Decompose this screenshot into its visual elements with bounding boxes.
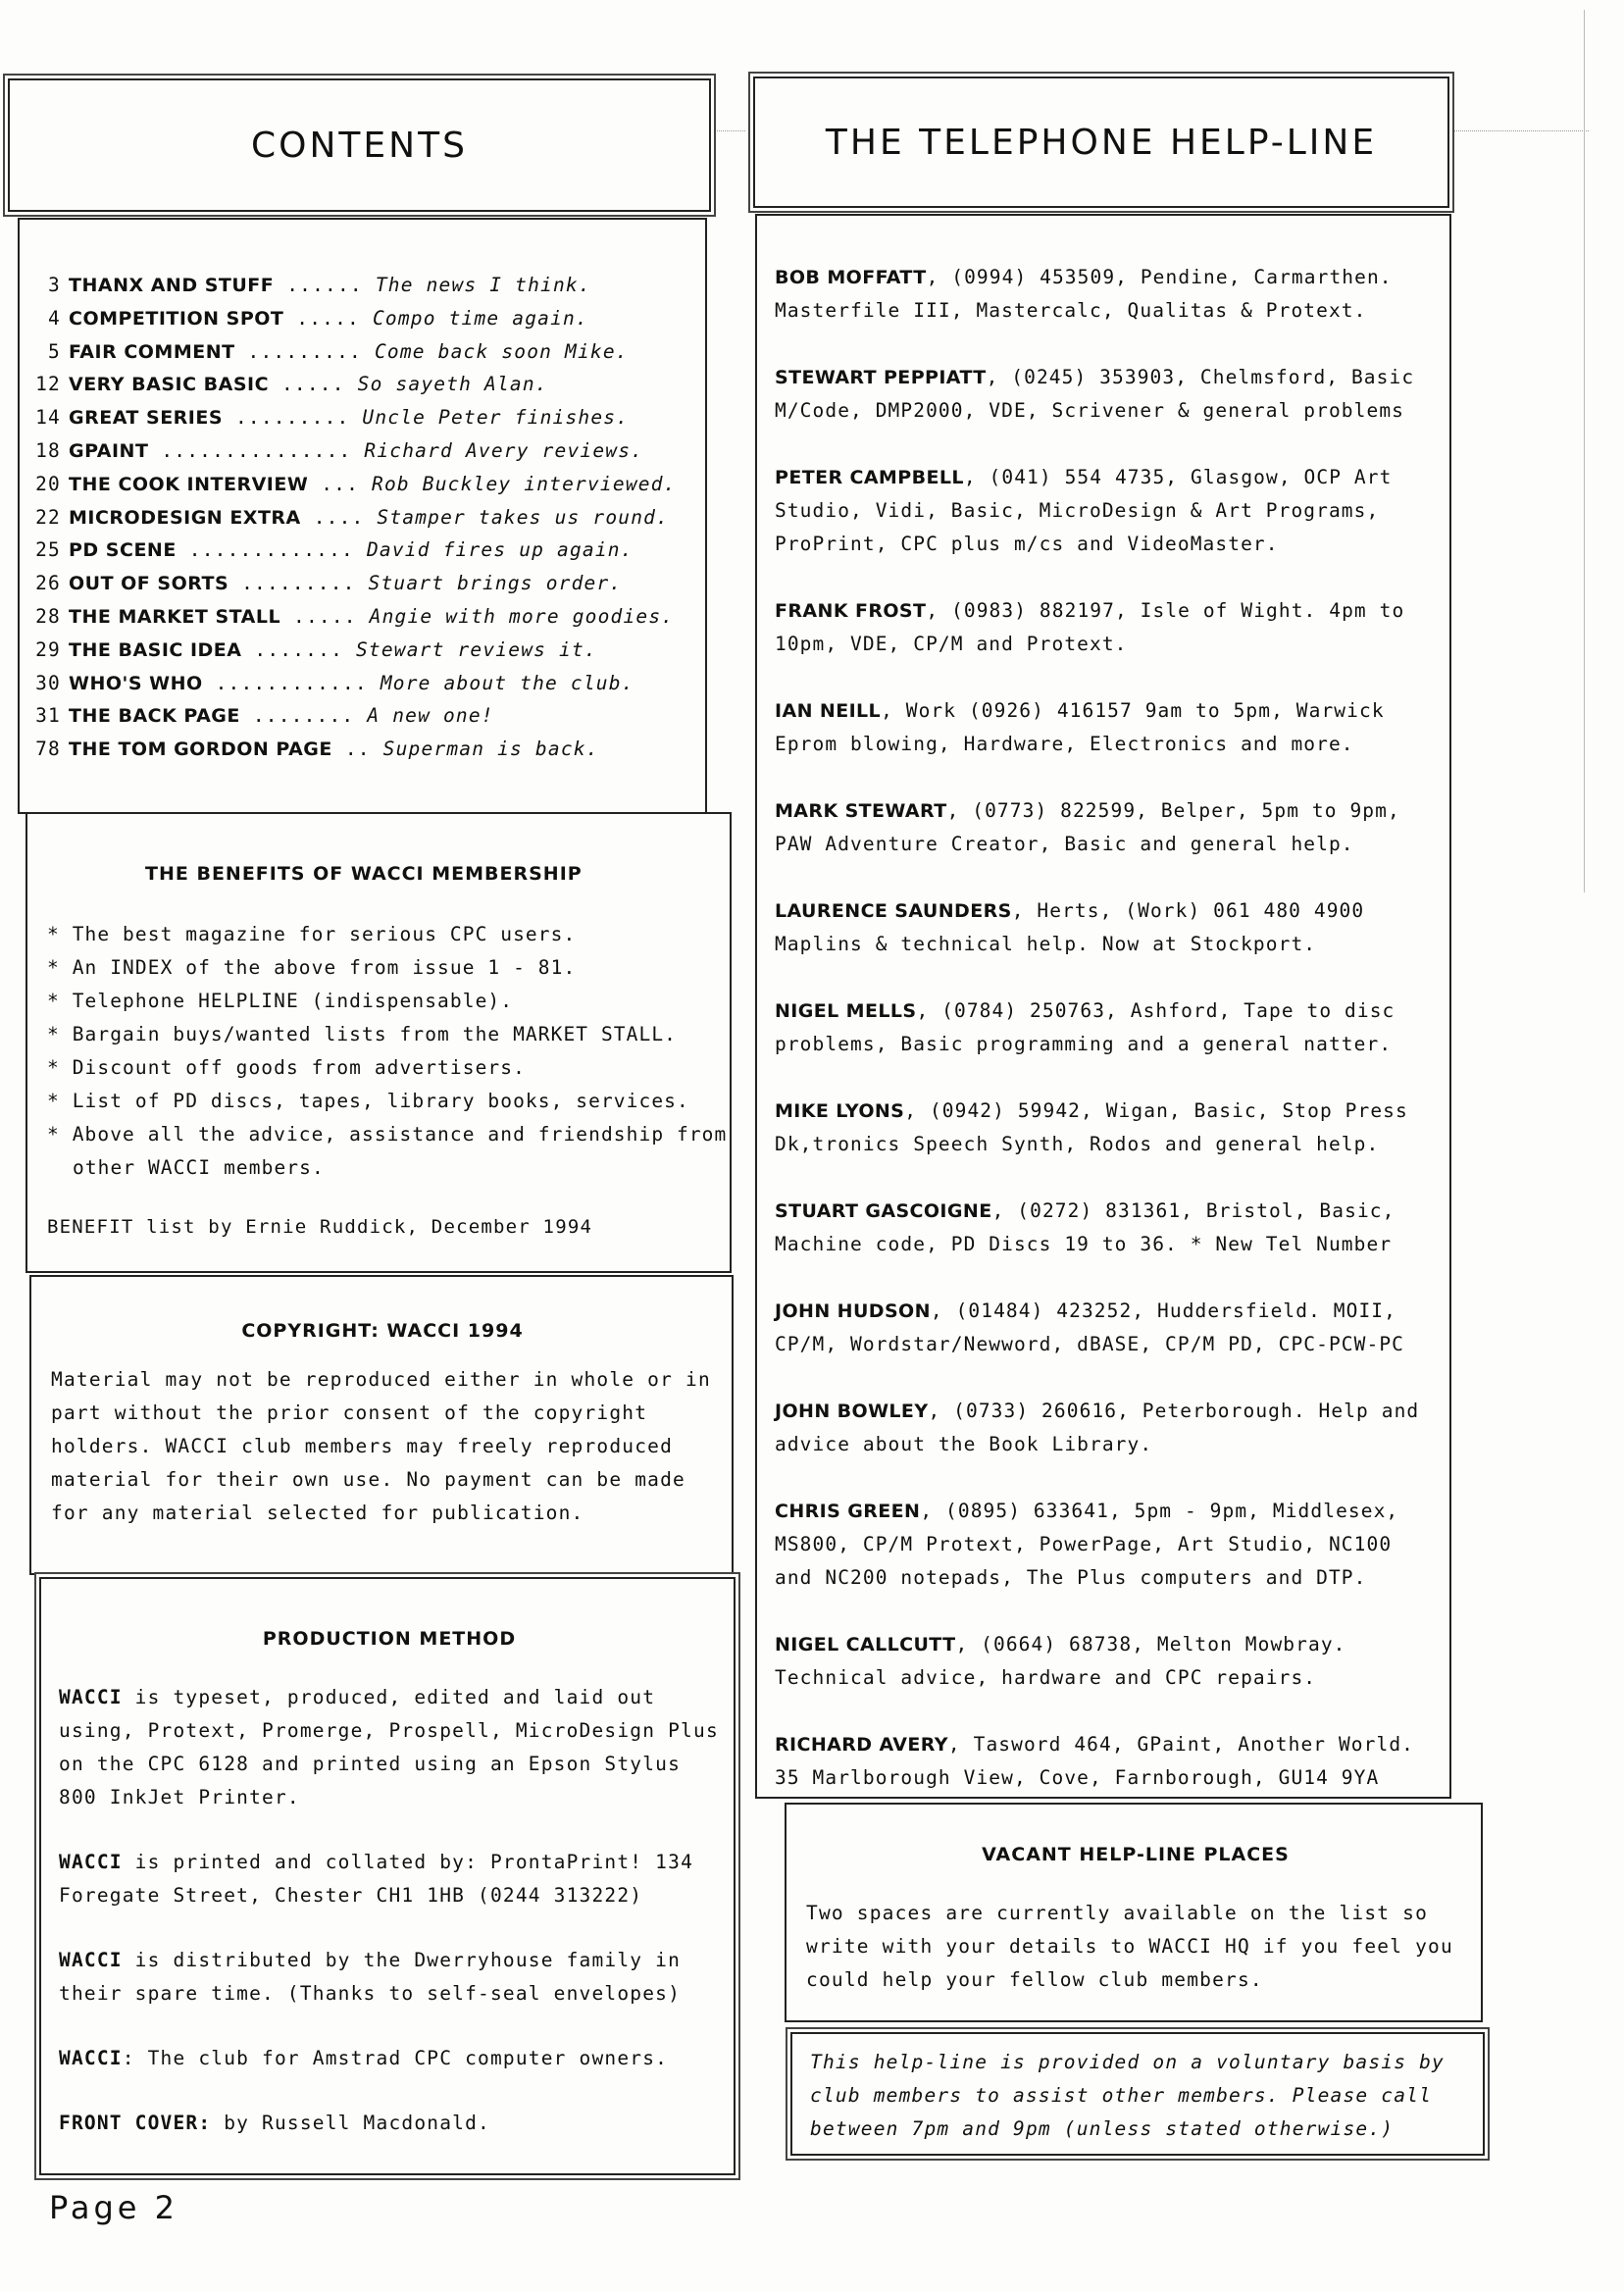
helpline-list bbox=[775, 261, 1436, 1795]
contents-item bbox=[29, 600, 705, 634]
contents-leader: ... bbox=[308, 472, 360, 495]
text: : The club for Amstrad CPC computer owners. bbox=[122, 2047, 669, 2069]
contents-page-number: 18 bbox=[35, 438, 61, 462]
contents-description: Angie with more goodies. bbox=[369, 604, 675, 628]
contents-page-number: 22 bbox=[35, 505, 61, 529]
helpline-entry bbox=[775, 1495, 1436, 1595]
helper-name: MARK STEWART bbox=[775, 800, 947, 822]
helpline-entry bbox=[775, 1628, 1436, 1695]
contents-title: THANX AND STUFF bbox=[69, 275, 275, 296]
text: by Russell Macdonald. bbox=[211, 2112, 490, 2134]
contents-leader: ............ bbox=[202, 671, 368, 694]
helpline-entry bbox=[775, 794, 1436, 861]
copyright-title: COPYRIGHT: WACCI 1994 bbox=[241, 1320, 524, 1342]
contents-item bbox=[29, 534, 705, 567]
production-para-3 bbox=[59, 1944, 720, 2011]
contents-item bbox=[29, 368, 705, 401]
page-edge-line bbox=[1584, 10, 1585, 892]
contents-page-number: 14 bbox=[35, 406, 61, 430]
contents-page-number: 20 bbox=[35, 472, 61, 495]
benefits-title: THE BENEFITS OF WACCI MEMBERSHIP bbox=[145, 863, 583, 885]
contents-leader: ......... bbox=[223, 406, 350, 430]
contents-box bbox=[18, 218, 707, 814]
contents-leader: ......... bbox=[234, 339, 362, 363]
helper-name: NIGEL MELLS bbox=[775, 1000, 917, 1022]
text: is typeset, produced, edited and laid out using, Protext, Promerge, Prospell, MicroDesign Plus on the CPC 6128 and printed using an Epson Stylus 800 InkJet Printer. bbox=[59, 1686, 719, 1808]
helpline-entry bbox=[775, 1295, 1436, 1361]
helper-name: JOHN HUDSON bbox=[775, 1300, 931, 1322]
helpline-box bbox=[755, 214, 1451, 1799]
contents-description: More about the club. bbox=[380, 671, 634, 694]
contents-item bbox=[29, 699, 705, 733]
contents-leader: ............. bbox=[176, 538, 354, 562]
contents-item bbox=[29, 567, 705, 600]
vacant-text: Two spaces are currently available on the list so write with your details to WACCI HQ if you feel you could help your fellow club members. bbox=[806, 1902, 1453, 1991]
production-para-5 bbox=[59, 2107, 720, 2140]
dotted-rule bbox=[1442, 130, 1589, 131]
contents-title: WHO'S WHO bbox=[69, 672, 203, 694]
contents-item bbox=[29, 468, 705, 501]
helper-details: , Work (0926) 416157 9am to 5pm, Warwick Eprom blowing, Hardware, Electronics and more. bbox=[775, 699, 1385, 755]
contents-title: OUT OF SORTS bbox=[69, 573, 229, 595]
contents-description: Uncle Peter finishes. bbox=[362, 406, 630, 430]
contents-title: COMPETITION SPOT bbox=[69, 307, 284, 330]
lead: WACCI bbox=[59, 1851, 123, 1873]
helper-details: , (0983) 882197, Isle of Wight. 4pm to 10pm, VDE, CP/M and Protext. bbox=[775, 599, 1405, 655]
lead: WACCI bbox=[59, 2047, 123, 2069]
contents-title: THE BASIC IDEA bbox=[69, 638, 242, 661]
contents-item bbox=[29, 269, 705, 302]
copyright-text: Material may not be reproduced either in whole or in part without the prior consent of the copyright holders. WACCI club members may freely reproduced material for their own use. No payment can be made for any material selected for publication. bbox=[51, 1368, 711, 1524]
helpline-entry bbox=[775, 1395, 1436, 1461]
contents-description: Stamper takes us round. bbox=[377, 505, 670, 529]
helpline-header bbox=[753, 76, 1449, 208]
helper-details: , (01484) 423252, Huddersfield. MOII, CP/M, Wordstar/Newword, dBASE, CP/M PD, CPC-PCW-PC bbox=[775, 1299, 1404, 1355]
contents-description: Superman is back. bbox=[382, 738, 599, 761]
contents-item bbox=[29, 302, 705, 335]
text: is distributed by the Dwerryhouse family in their spare time. (Thanks to self-seal envelopes) bbox=[59, 1949, 682, 2005]
contents-leader: ..... bbox=[280, 604, 357, 628]
helper-name: IAN NEILL bbox=[775, 700, 882, 722]
helper-name: STUART GASCOIGNE bbox=[775, 1200, 992, 1222]
helpline-entry bbox=[775, 461, 1436, 561]
helper-name: LAURENCE SAUNDERS bbox=[775, 900, 1012, 922]
benefits-list bbox=[47, 918, 730, 1185]
helper-details: , Tasword 464, GPaint, Another World. 35 Marlborough View, Cove, Farnborough, GU14 9YA bbox=[775, 1733, 1415, 1789]
helper-name: STEWART PEPPIATT bbox=[775, 367, 987, 388]
contents-description: Come back soon Mike. bbox=[374, 339, 629, 363]
production-box bbox=[39, 1577, 736, 2175]
contents-page-number: 29 bbox=[35, 637, 61, 661]
production-para-4 bbox=[59, 2042, 720, 2075]
contents-leader: ..... bbox=[283, 306, 360, 330]
contents-title: MICRODESIGN EXTRA bbox=[69, 506, 301, 529]
contents-page-number: 25 bbox=[35, 538, 61, 562]
helper-details: , (0994) 453509, Pendine, Carmarthen. Masterfile III, Mastercalc, Qualitas & Protext. bbox=[775, 266, 1393, 322]
helpline-entry bbox=[775, 1195, 1436, 1261]
production-para-1 bbox=[59, 1681, 720, 1814]
helpline-entry bbox=[775, 1728, 1436, 1795]
contents-page-number: 30 bbox=[35, 671, 61, 694]
contents-leader: .... bbox=[300, 505, 365, 529]
contents-leader: ......... bbox=[228, 572, 356, 595]
contents-item bbox=[29, 335, 705, 369]
contents-leader: ..... bbox=[269, 373, 345, 396]
helpline-entry bbox=[775, 361, 1436, 428]
contents-page-number: 28 bbox=[35, 604, 61, 628]
contents-description: Richard Avery reviews. bbox=[364, 438, 644, 462]
contents-item bbox=[29, 434, 705, 468]
vacant-title: VACANT HELP-LINE PLACES bbox=[982, 1844, 1290, 1865]
contents-title: THE COOK INTERVIEW bbox=[69, 473, 309, 495]
helper-details: , (0784) 250763, Ashford, Tape to disc problems, Basic programming and a general natter. bbox=[775, 999, 1396, 1055]
benefit-item: * An INDEX of the above from issue 1 - 81. bbox=[47, 951, 730, 985]
benefit-item: * Discount off goods from advertisers. bbox=[47, 1051, 730, 1085]
contents-title: THE BACK PAGE bbox=[69, 705, 240, 728]
contents-item bbox=[29, 733, 705, 766]
benefit-item: * Above all the advice, assistance and friendship from other WACCI members. bbox=[47, 1118, 730, 1185]
contents-header bbox=[8, 78, 711, 212]
helper-name: BOB MOFFATT bbox=[775, 267, 927, 288]
contents-page-number: 78 bbox=[35, 738, 61, 761]
vacant-box bbox=[785, 1803, 1483, 2022]
voluntary-box bbox=[790, 2032, 1485, 2156]
helper-name: RICHARD AVERY bbox=[775, 1734, 948, 1756]
contents-description: David fires up again. bbox=[366, 538, 634, 562]
contents-page-number: 31 bbox=[35, 704, 61, 728]
contents-list bbox=[29, 269, 705, 766]
contents-leader: ...... bbox=[274, 274, 363, 296]
contents-description: Rob Buckley interviewed. bbox=[372, 472, 677, 495]
helper-name: PETER CAMPBELL bbox=[775, 467, 964, 488]
helper-details: , (0272) 831361, Bristol, Basic, Machine code, PD Discs 19 to 36. * New Tel Number bbox=[775, 1199, 1396, 1255]
benefit-item: * List of PD discs, tapes, library books, services. bbox=[47, 1085, 730, 1118]
helper-details: , (0942) 59942, Wigan, Basic, Stop Press Dk,tronics Speech Synth, Rodos and general help. bbox=[775, 1099, 1408, 1155]
lead: WACCI bbox=[59, 1686, 123, 1708]
helpline-entry bbox=[775, 894, 1436, 961]
benefit-item: * Telephone HELPLINE (indispensable). bbox=[47, 985, 730, 1018]
helper-name: FRANK FROST bbox=[775, 600, 927, 622]
contents-description: The news I think. bbox=[375, 274, 591, 296]
contents-title: THE MARKET STALL bbox=[69, 605, 281, 628]
helper-details: , (041) 554 4735, Glasgow, OCP Art Studio, Vidi, Basic, MicroDesign & Art Programs, ProPrint, CPC plus m/cs and VideoMaster. bbox=[775, 466, 1393, 555]
contents-page-number: 5 bbox=[48, 339, 61, 363]
text: is printed and collated by: ProntaPrint! 134 Foregate Street, Chester CH1 1HB (0244 313222) bbox=[59, 1851, 694, 1907]
contents-item bbox=[29, 667, 705, 700]
production-para-2 bbox=[59, 1846, 720, 1912]
helper-details: , (0895) 633641, 5pm - 9pm, Middlesex, MS800, CP/M Protext, PowerPage, Art Studio, NC100 and NC200 notepads, The Plus computers and DTP. bbox=[775, 1500, 1399, 1589]
contents-item bbox=[29, 634, 705, 667]
contents-description: So sayeth Alan. bbox=[357, 373, 548, 396]
copyright-box bbox=[29, 1275, 734, 1575]
benefits-footer: BENEFIT list by Ernie Ruddick, December 1994 bbox=[47, 1216, 593, 1238]
contents-title: GREAT SERIES bbox=[69, 407, 224, 430]
production-title: PRODUCTION METHOD bbox=[262, 1628, 517, 1650]
helper-name: CHRIS GREEN bbox=[775, 1501, 921, 1522]
helper-name: JOHN BOWLEY bbox=[775, 1401, 929, 1422]
contents-title: FAIR COMMENT bbox=[69, 340, 235, 363]
contents-title: THE TOM GORDON PAGE bbox=[69, 739, 332, 761]
helpline-entry bbox=[775, 261, 1436, 328]
contents-leader: ........ bbox=[239, 704, 355, 728]
contents-page-number: 12 bbox=[35, 373, 61, 396]
helpline-entry bbox=[775, 594, 1436, 661]
contents-leader: ............... bbox=[148, 438, 352, 462]
lead: FRONT COVER: bbox=[59, 2112, 212, 2134]
contents-description: A new one! bbox=[367, 704, 494, 728]
contents-description: Stuart brings order. bbox=[368, 572, 623, 595]
contents-description: Compo time again. bbox=[372, 306, 588, 330]
helpline-entry bbox=[775, 994, 1436, 1061]
contents-item bbox=[29, 401, 705, 434]
helper-details: , (0245) 353903, Chelmsford, Basic M/Code, DMP2000, VDE, Scrivener & general problems bbox=[775, 366, 1415, 422]
helper-details: , (0773) 822599, Belper, 5pm to 9pm, PAW Adventure Creator, Basic and general help. bbox=[775, 799, 1400, 855]
voluntary-text: This help-line is provided on a voluntary basis by club members to assist other members. Please call between 7pm and 9pm (unless stated otherwise.) bbox=[810, 2051, 1445, 2140]
contents-page-number: 26 bbox=[35, 572, 61, 595]
benefit-item: * The best magazine for serious CPC users. bbox=[47, 918, 730, 951]
contents-title: VERY BASIC BASIC bbox=[69, 374, 270, 396]
helpline-header-text: THE TELEPHONE HELP-LINE bbox=[825, 122, 1378, 163]
contents-page-number: 3 bbox=[48, 274, 61, 296]
helpline-entry bbox=[775, 1095, 1436, 1161]
helper-details: , (0733) 260616, Peterborough. Help and advice about the Book Library. bbox=[775, 1400, 1420, 1455]
contents-leader: .. bbox=[331, 738, 371, 761]
helper-details: , (0664) 68738, Melton Mowbray. Technical advice, hardware and CPC repairs. bbox=[775, 1633, 1346, 1689]
contents-header-text: CONTENTS bbox=[251, 125, 468, 166]
contents-leader: ....... bbox=[241, 637, 344, 661]
helper-details: , Herts, (Work) 061 480 4900 Maplins & technical help. Now at Stockport. bbox=[775, 899, 1365, 955]
benefits-box bbox=[25, 812, 732, 1273]
helpline-entry bbox=[775, 694, 1436, 761]
contents-page-number: 4 bbox=[48, 306, 61, 330]
contents-title: GPAINT bbox=[69, 439, 149, 462]
contents-title: PD SCENE bbox=[69, 539, 177, 562]
contents-description: Stewart reviews it. bbox=[355, 637, 597, 661]
page-number: Page 2 bbox=[49, 2189, 178, 2226]
lead: WACCI bbox=[59, 1949, 123, 1971]
benefit-item: * Bargain buys/wanted lists from the MARKET STALL. bbox=[47, 1018, 730, 1051]
helper-name: MIKE LYONS bbox=[775, 1100, 905, 1122]
helper-name: NIGEL CALLCUTT bbox=[775, 1634, 956, 1655]
contents-item bbox=[29, 501, 705, 535]
